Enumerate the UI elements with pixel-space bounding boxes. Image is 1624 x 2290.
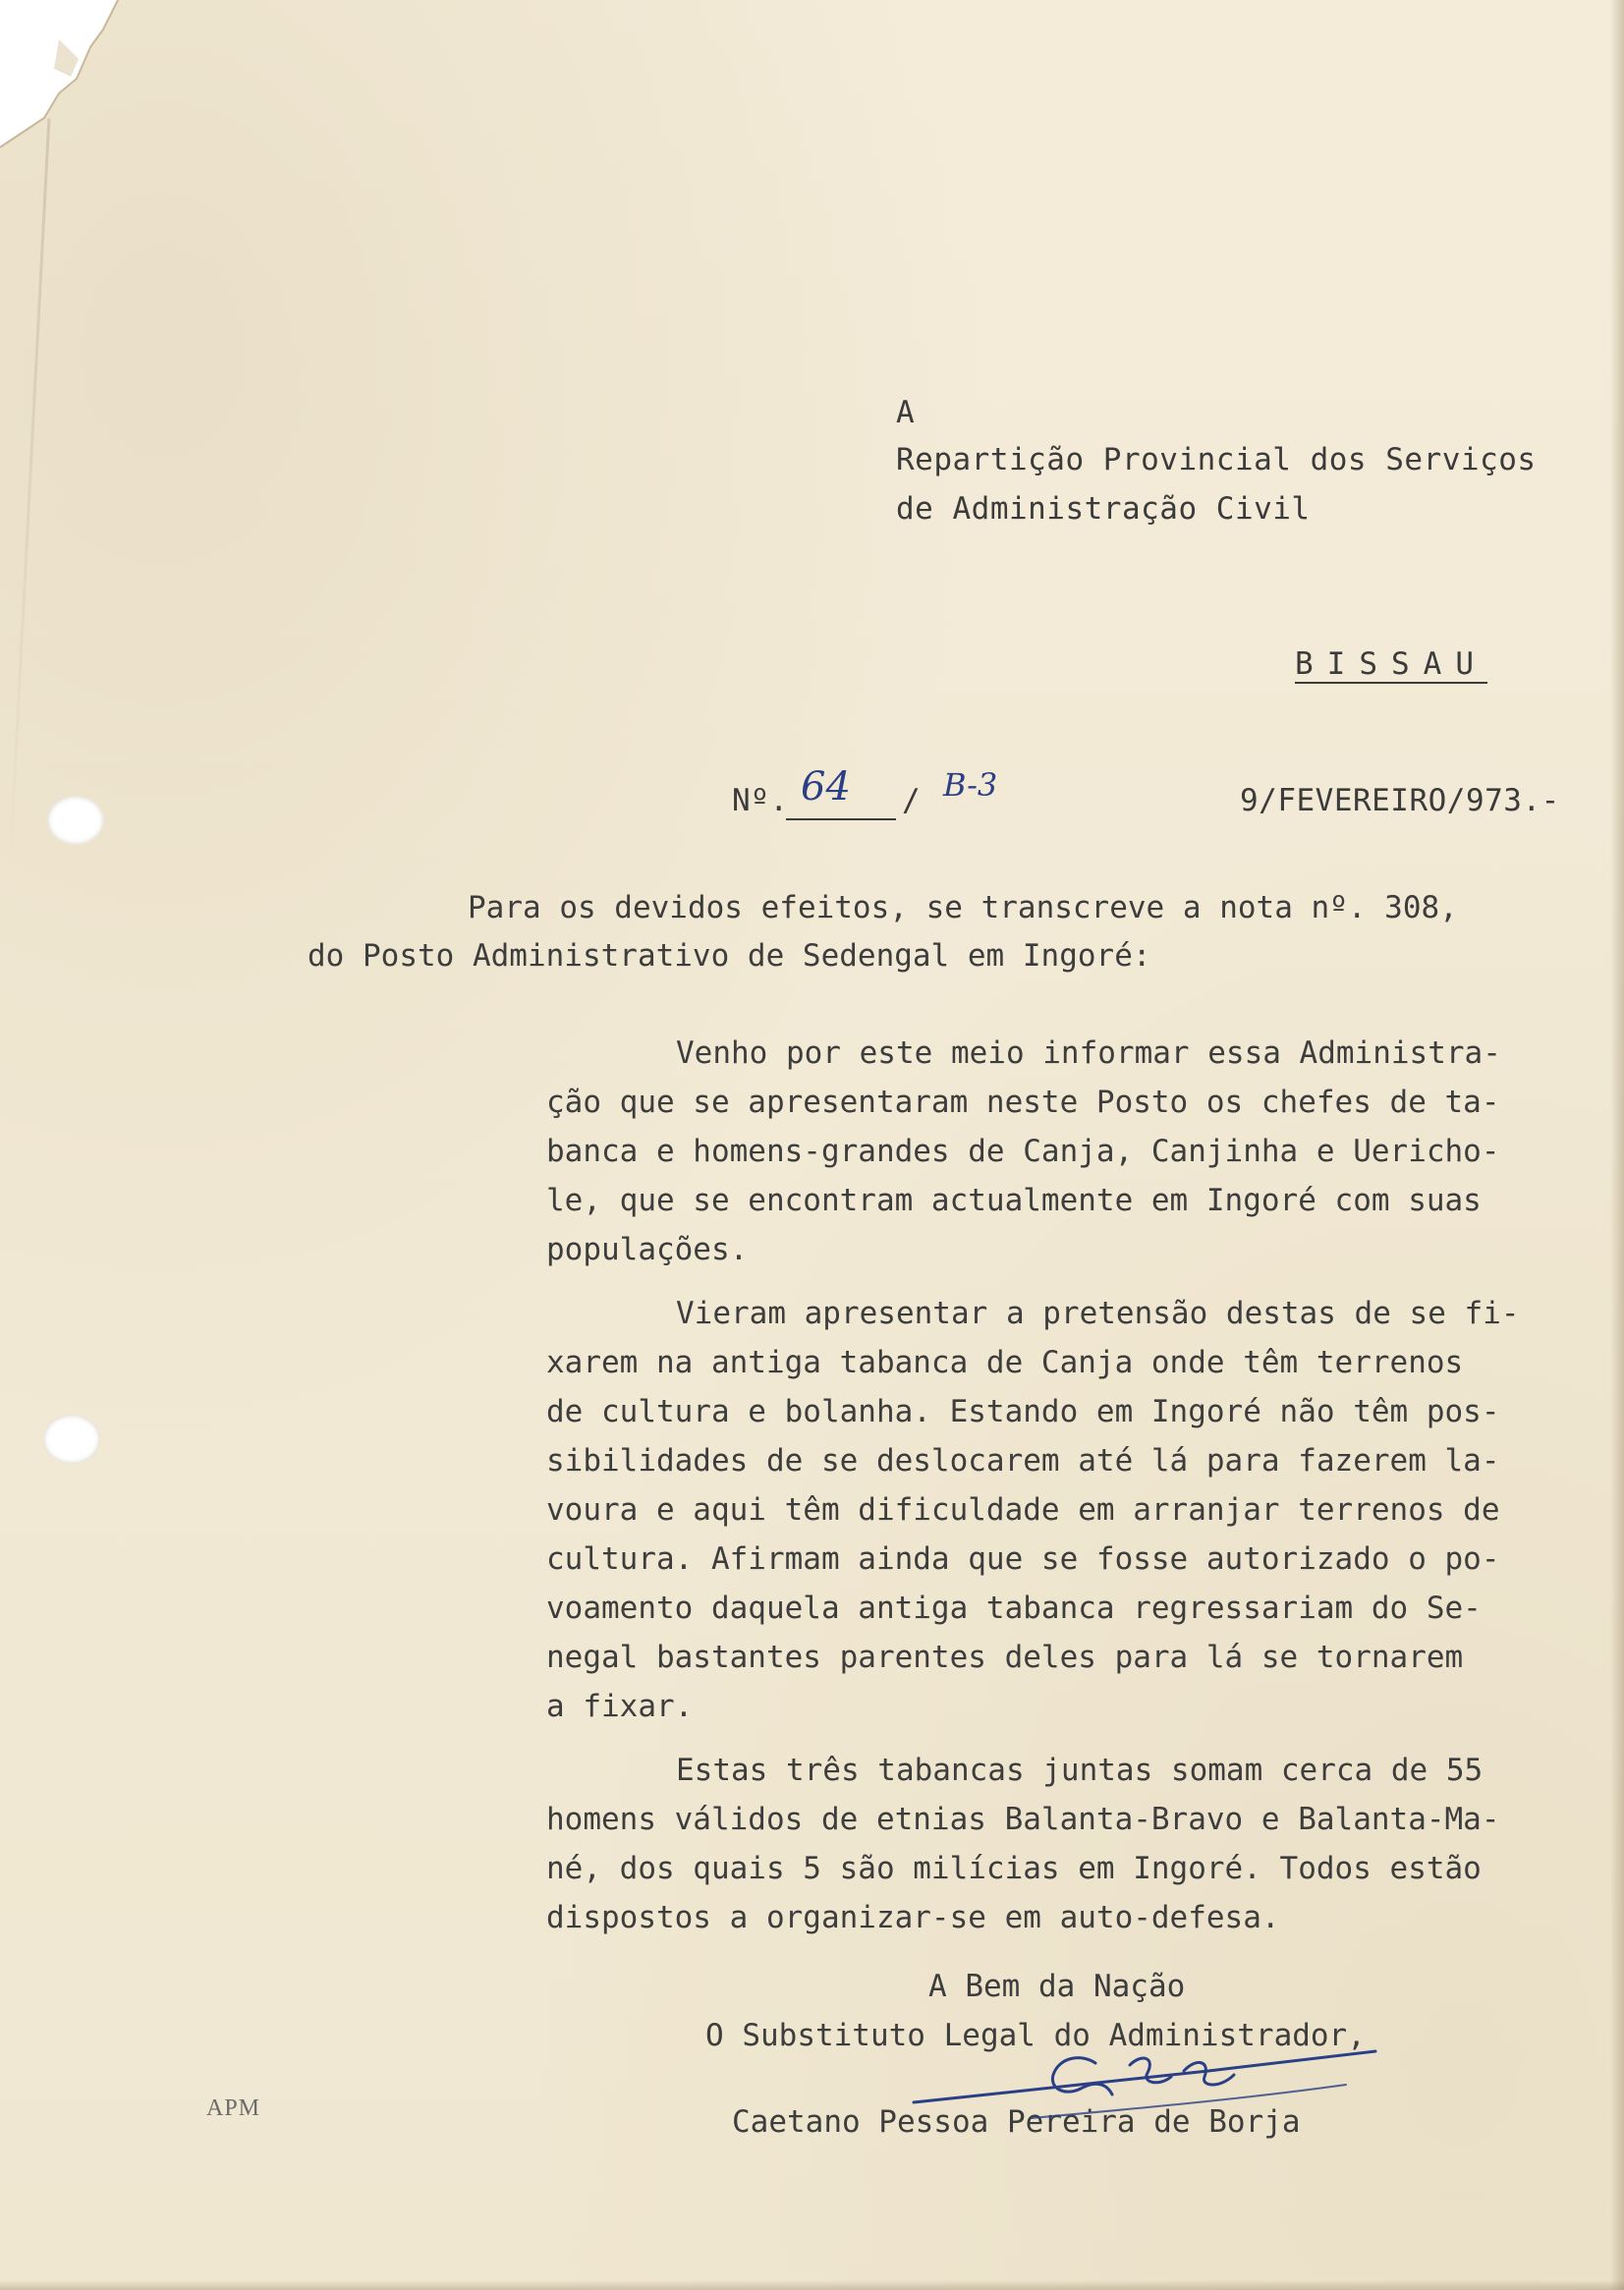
- reference-number-handwritten: 64: [801, 764, 851, 810]
- punch-hole-upper: [47, 796, 104, 845]
- reference-separator: /: [902, 783, 922, 818]
- closing-name: Caetano Pessoa Pereira de Borja: [732, 2104, 1301, 2140]
- paragraph-2-line: de cultura e bolanha. Estando em Ingoré não têm pos-: [546, 1394, 1500, 1429]
- paragraph-3-line: dispostos a organizar-se em auto-defesa.: [546, 1900, 1280, 1935]
- paper-bottom-shadow: [0, 2280, 1624, 2290]
- intro-line-2: do Posto Administrativo de Sedengal em Ingoré:: [308, 938, 1151, 974]
- paragraph-1-line: populações.: [546, 1232, 749, 1267]
- paragraph-1-line: banca e homens-grandes de Canja, Canjinha e Uerichо-: [546, 1134, 1500, 1169]
- addressee-line-1: Repartição Provincial dos Serviços: [896, 442, 1537, 477]
- paragraph-3-line: homens válidos de etnias Balanta-Bravo e Balanta-Ma-: [546, 1802, 1500, 1837]
- paragraph-2-line: xarem na antiga tabanca de Canja onde têm terrenos: [546, 1345, 1464, 1380]
- addressee-to: A: [896, 395, 916, 430]
- paragraph-2-line: sibilidades de se deslocarem até lá para fazerem la-: [546, 1443, 1500, 1479]
- paper-crease: [8, 118, 51, 883]
- paragraph-2-line: a fixar.: [546, 1689, 694, 1724]
- paragraph-2-line: Vieram apresentar a pretensão destas de se fi-: [676, 1296, 1520, 1331]
- paragraph-1-line: ção que se apresentaram neste Posto os chefes de ta-: [546, 1085, 1500, 1120]
- paragraph-2-line: cultura. Afirmam ainda que se fosse autorizado o po-: [546, 1541, 1500, 1577]
- paragraph-3-line: Estas três tabancas juntas somam cerca de 55: [676, 1753, 1484, 1788]
- paragraph-2-line: negal bastantes parentes deles para lá se tornarem: [546, 1640, 1464, 1675]
- paragraph-3-line: né, dos quais 5 são milícias em Ingoré. Todos estão: [546, 1851, 1482, 1886]
- paper-edge-shadow: [1610, 0, 1624, 2290]
- paragraph-1-line: Venho por este meio informar essa Administra-: [676, 1035, 1501, 1071]
- paragraph-2-line: voura e aqui têm dificuldade em arranjar terrenos de: [546, 1492, 1500, 1528]
- addressee-line-2: de Administração Civil: [896, 491, 1311, 527]
- reference-date: 9/FEVEREIRO/973.-: [1240, 783, 1560, 818]
- reference-number-label: Nº.: [732, 783, 789, 818]
- punch-hole-lower: [43, 1415, 100, 1464]
- paragraph-2-line: voamento daquela antiga tabanca regressariam do Se-: [546, 1591, 1482, 1626]
- handwritten-signature: [884, 2024, 1395, 2132]
- torn-corner-damage: [0, 0, 196, 196]
- addressee-city: BISSAU: [1295, 646, 1487, 682]
- paragraph-1-line: le, que se encontram actualmente em Ingoré com suas: [546, 1183, 1482, 1218]
- archive-mark: APM: [206, 2095, 261, 2121]
- reference-number-underline: [786, 818, 896, 820]
- reference-code-handwritten: B-3: [943, 766, 998, 804]
- closing-salutation: A Bem da Nação: [928, 1969, 1186, 2004]
- closing-role: O Substituto Legal do Administrador,: [705, 2018, 1366, 2053]
- intro-line-1: Para os devidos efeitos, se transcreve a nota nº. 308,: [468, 890, 1458, 925]
